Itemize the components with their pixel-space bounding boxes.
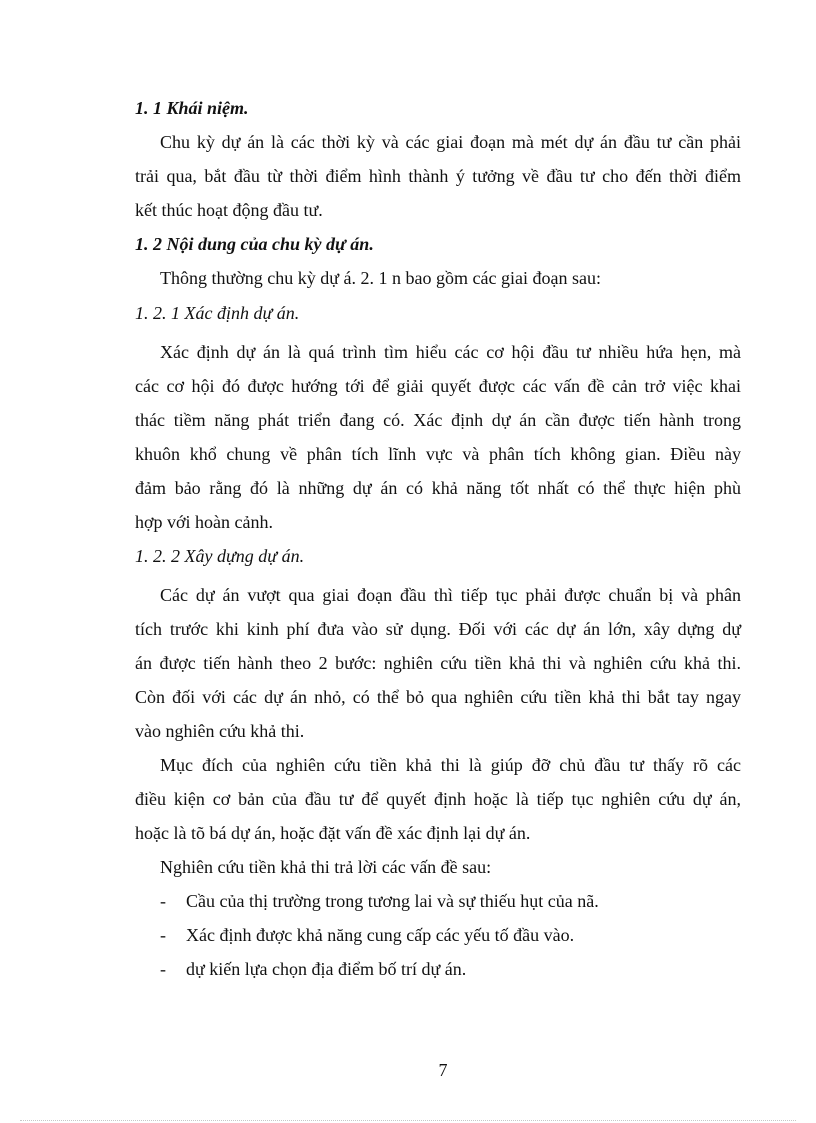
paragraph-line: trải qua, bắt đầu từ thời điểm hình thành ý tưởng về đầu tư cho đến thời điểm [135, 166, 741, 186]
heading-1-2-2: 1. 2. 2 Xây dựng dự án. [135, 546, 305, 566]
paragraph-line: các cơ hội đó được hướng tới để giải quyết được các vấn đề cản trở việc khai [135, 376, 741, 396]
page-bottom-divider [20, 1120, 796, 1121]
paragraph-line: khuôn khổ chung về phân tích lĩnh vực và phân tích không gian. Điều này [135, 444, 741, 464]
heading-1-2: 1. 2 Nội dung của chu kỳ dự án. [135, 234, 374, 254]
paragraph-line: thác tiềm năng phát triển đang có. Xác định dự án cần được tiến hành trong [135, 410, 741, 430]
paragraph-line: tích trước khi kinh phí đưa vào sử dụng. Đối với các dự án lớn, xây dựng dự [135, 619, 741, 639]
paragraph-line: kết thúc hoạt động đầu tư. [135, 200, 323, 220]
bullet-marker: - [160, 925, 166, 945]
paragraph-line: Chu kỳ dự án là các thời kỳ và các giai đoạn mà mét dự án đầu tư cần phải [160, 132, 741, 152]
paragraph-line: Nghiên cứu tiền khả thi trả lời các vấn đề sau: [160, 857, 492, 877]
page-number: 7 [438, 1060, 448, 1080]
bullet-marker: - [160, 891, 166, 911]
paragraph-line: Mục đích của nghiên cứu tiền khả thi là giúp đỡ chủ đầu tư thấy rõ các [160, 755, 741, 775]
paragraph-line: án được tiến hành theo 2 bước: nghiên cứu tiền khả thi và nghiên cứu khả thi. [135, 653, 741, 673]
paragraph-line: đảm bảo rằng đó là những dự án có khả năng tốt nhất có thể thực hiện phù [135, 478, 741, 498]
paragraph-line: Thông thường chu kỳ dự á. 2. 1 n bao gồm các giai đoạn sau: [160, 268, 601, 288]
paragraph-line: điều kiện cơ bản của đầu tư để quyết định hoặc là tiếp tục nghiên cứu dự án, [135, 789, 741, 809]
paragraph-line: vào nghiên cứu khả thi. [135, 721, 305, 741]
heading-1-1: 1. 1 Khái niệm. [135, 98, 249, 118]
paragraph-line: Còn đối với các dự án nhỏ, có thể bỏ qua nghiên cứu tiền khả thi bắt tay ngay [135, 687, 741, 707]
bullet-text: Xác định được khả năng cung cấp các yếu tố đầu vào. [186, 925, 575, 945]
paragraph-line: Các dự án vượt qua giai đoạn đầu thì tiếp tục phải được chuẩn bị và phân [160, 585, 741, 605]
paragraph-line: Xác định dự án là quá trình tìm hiểu các cơ hội đầu tư nhiều hứa hẹn, mà [160, 342, 741, 362]
bullet-text: Cầu của thị trường trong tương lai và sự thiếu hụt của nã. [186, 891, 599, 911]
paragraph-line: hợp với hoàn cảnh. [135, 512, 274, 532]
bullet-marker: - [160, 959, 166, 979]
paragraph-line: hoặc là tõ bá dự án, hoặc đặt vấn đề xác định lại dự án. [135, 823, 531, 843]
bullet-text: dự kiến lựa chọn địa điểm bố trí dự án. [186, 959, 467, 979]
heading-1-2-1: 1. 2. 1 Xác định dự án. [135, 303, 300, 323]
